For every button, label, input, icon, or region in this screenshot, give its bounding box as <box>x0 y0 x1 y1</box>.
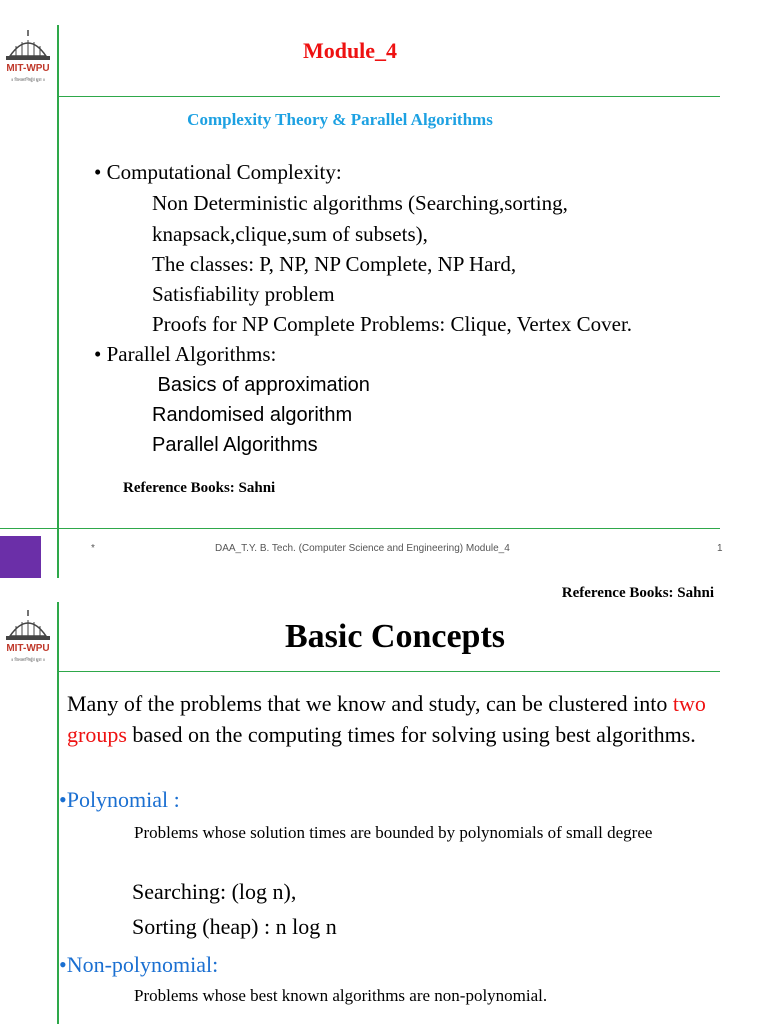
list-item: The classes: P, NP, NP Complete, NP Hard, <box>152 252 517 276</box>
dome-icon <box>0 28 56 64</box>
logo-text: MIT-WPU <box>6 63 50 74</box>
mit-wpu-logo <box>0 28 56 90</box>
dome-icon <box>0 608 56 644</box>
header-rule <box>57 96 720 97</box>
logo-motto: ॥ विश्वशान्तिर्ध्रुवं ध्रुवा ॥ <box>10 77 46 82</box>
bullet-parallel-algorithms: • Parallel Algorithms: <box>94 342 277 366</box>
intro-paragraph: Many of the problems that we know and study, can be clustered into two groups based on the computing times for solving using best algorithms. <box>67 691 706 747</box>
logo-motto: ॥ विश्वशान्तिर्ध्रुवं ध्रुवा ॥ <box>10 657 46 662</box>
reference-books: Reference Books: Sahni <box>561 585 714 601</box>
example-searching: Searching: (log n), <box>132 879 297 904</box>
page-number: 1 <box>717 543 723 554</box>
list-item: Parallel Algorithms <box>152 434 318 456</box>
list-item-continuation: knapsack,clique,sum of subsets), <box>152 222 428 246</box>
highlight-text: two groups <box>67 691 706 747</box>
vertical-rule <box>57 25 59 578</box>
list-item: Non Deterministic algorithms (Searching,sorting, <box>152 191 568 215</box>
module-subtitle: Complexity Theory & Parallel Algorithms <box>187 110 493 129</box>
nonpolynomial-heading: •Non-polynomial: <box>59 952 219 977</box>
reference-books: Reference Books: Sahni <box>123 480 276 496</box>
list-item: Satisfiability problem <box>152 282 335 306</box>
nonpolynomial-description: Problems whose best known algorithms are non-polynomial. <box>134 986 548 1005</box>
list-item: Randomised algorithm <box>152 404 353 426</box>
footer-course-text: DAA_T.Y. B. Tech. (Computer Science and Engineering) Module_4 <box>215 543 510 554</box>
module-title: Module_4 <box>302 38 398 63</box>
bullet-computational-complexity: • Computational Complexity: <box>94 160 342 184</box>
example-sorting: Sorting (heap) : n log n <box>132 914 337 939</box>
mit-wpu-logo <box>0 608 56 670</box>
logo-text: MIT-WPU <box>6 643 50 654</box>
list-item: Basics of approximation <box>152 374 370 396</box>
footer-star: * <box>91 543 95 554</box>
list-item: Proofs for NP Complete Problems: Clique, Vertex Cover. <box>152 312 633 336</box>
footer-rule <box>0 528 720 529</box>
header-rule <box>57 671 720 672</box>
slide-2 <box>0 578 768 1024</box>
footer-accent-box <box>0 536 41 578</box>
polynomial-heading: •Polynomial : <box>59 787 180 812</box>
slide-title: Basic Concepts <box>284 618 506 655</box>
polynomial-description: Problems whose solution times are bounded by polynomials of small degree <box>134 823 653 842</box>
